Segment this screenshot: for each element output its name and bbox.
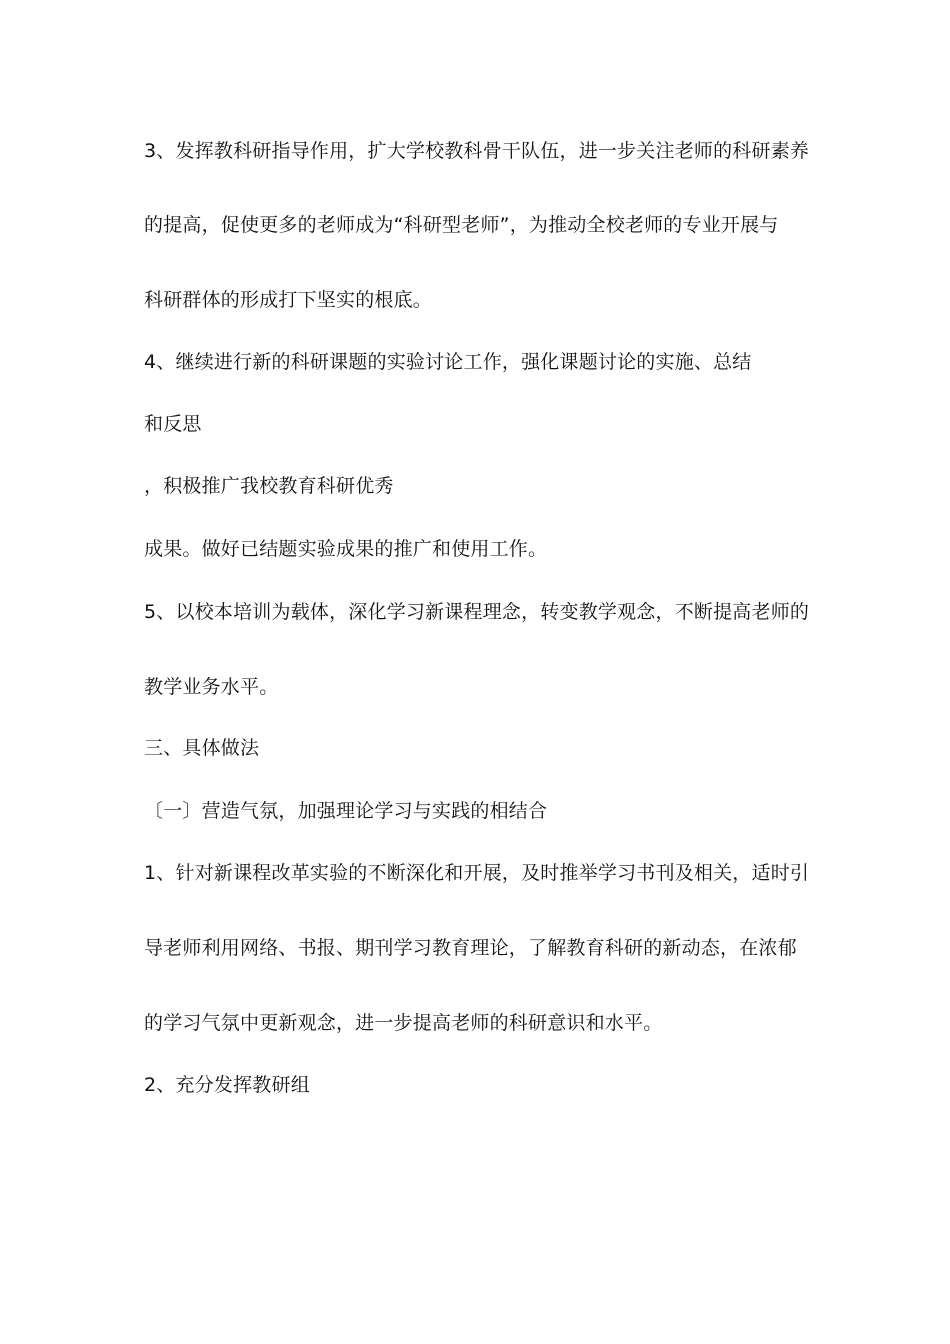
- paragraph-line-6: ，积极推广我校教育科研优秀: [144, 475, 394, 497]
- paragraph-line-3: 科研群体的形成打下坚实的根底。: [144, 289, 433, 311]
- paragraph-line-14: 的学习气氛中更新观念，进一步提高老师的科研意识和水平。: [144, 1012, 663, 1034]
- paragraph-line-7: 成果。做好已结题实验成果的推广和使用工作。: [144, 538, 548, 560]
- paragraph-line-1: 3、发挥教科研指导作用，扩大学校教科骨干队伍，进一步关注老师的科研素养: [144, 140, 810, 162]
- section-heading: 三、具体做法: [144, 737, 260, 759]
- paragraph-line-15: 2、充分发挥教研组: [144, 1074, 310, 1096]
- paragraph-line-9: 教学业务水平。: [144, 676, 279, 698]
- subsection-heading: 〔一〕营造气氛，加强理论学习与实践的相结合: [144, 800, 548, 822]
- paragraph-line-13: 导老师利用网络、书报、期刊学习教育理论，了解教育科研的新动态，在浓郁: [144, 937, 797, 959]
- paragraph-line-5: 和反思: [144, 413, 202, 435]
- paragraph-line-2: 的提高，促使更多的老师成为“科研型老师”，为推动全校老师的专业开展与: [144, 214, 779, 236]
- paragraph-line-12: 1、针对新课程改革实验的不断深化和开展，及时推举学习书刊及相关，适时引: [144, 862, 810, 884]
- paragraph-line-4: 4、继续进行新的科研课题的实验讨论工作，强化课题讨论的实施、总结: [144, 351, 752, 373]
- paragraph-line-8: 5、以校本培训为载体，深化学习新课程理念，转变教学观念，不断提高老师的: [144, 601, 810, 623]
